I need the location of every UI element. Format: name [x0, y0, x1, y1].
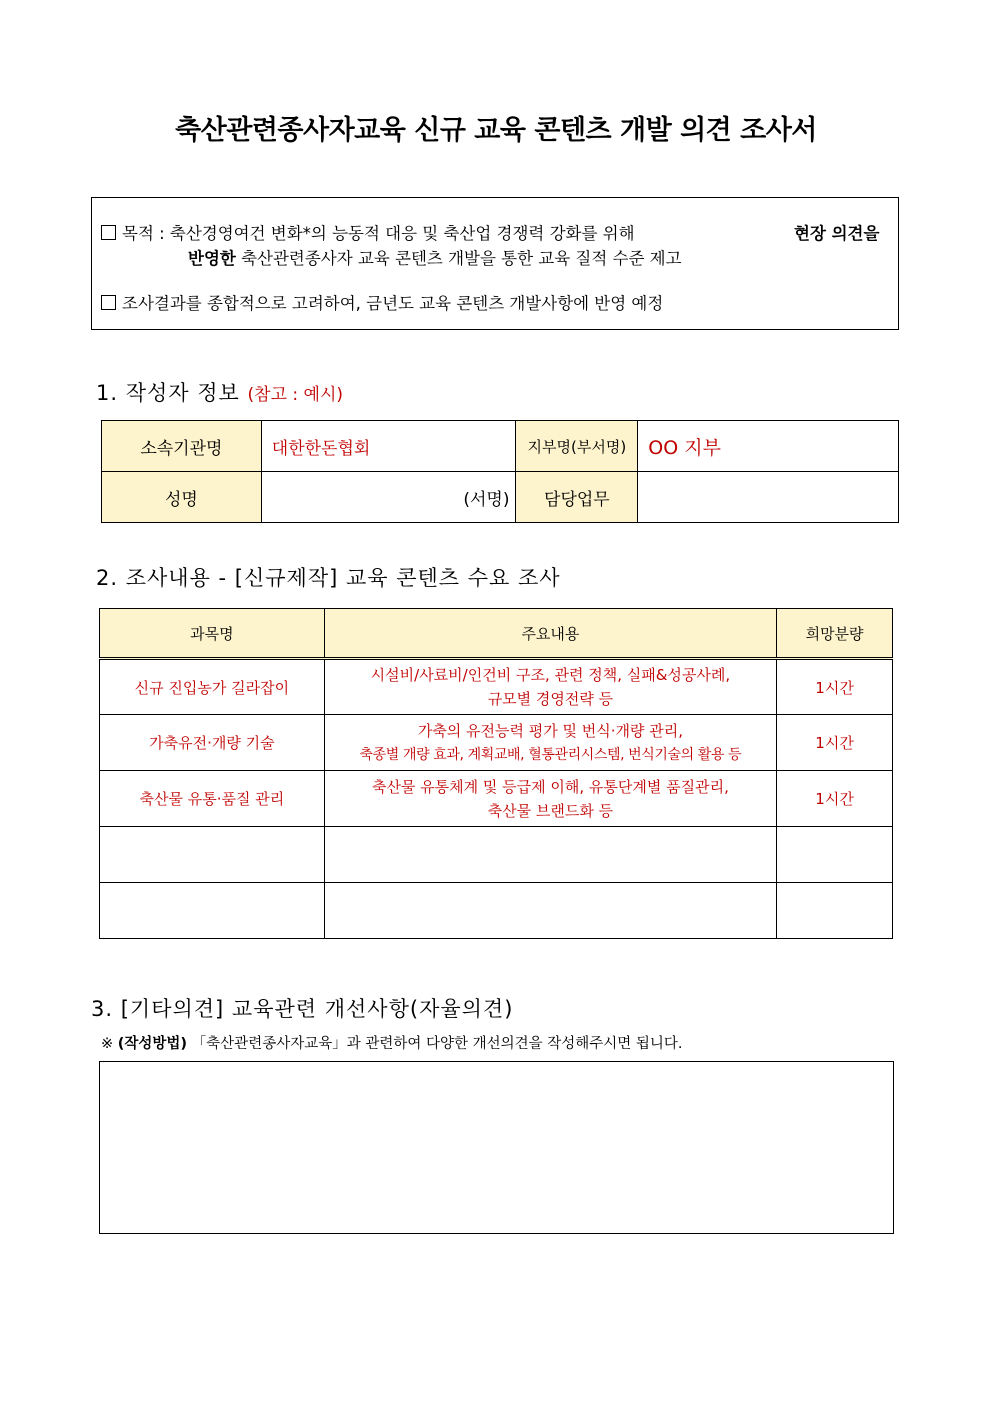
duty-label: 담당업무: [516, 472, 638, 523]
writing-guide-note: [101, 1032, 683, 1053]
branch-field[interactable]: OO 지부: [638, 421, 899, 472]
duty-field[interactable]: [638, 472, 899, 523]
table-row-empty: [100, 883, 893, 939]
table-row: [100, 715, 893, 771]
subject-cell[interactable]: 축산물 유통·품질 관리: [100, 771, 325, 827]
note-text: 「축산관련종사자교육」과 관련하여 다양한 개선의견을 작성해주시면 됩니다.: [191, 1036, 683, 1052]
table-row-empty: [100, 827, 893, 883]
amount-cell[interactable]: 1시간: [777, 715, 893, 771]
opinion-textarea[interactable]: [99, 1061, 894, 1234]
col-header-amount: 희망분량: [777, 609, 893, 659]
page-title: 축산관련종사자교육 신규 교육 콘텐츠 개발 의견 조사서: [175, 115, 817, 146]
purpose-text-2: 축산관련종사자 교육 콘텐츠 개발을 통한 교육 질적 수준 제고: [241, 249, 682, 268]
org-field[interactable]: 대한한돈협회: [261, 421, 516, 472]
col-header-subject: 과목명: [100, 609, 325, 659]
amount-cell[interactable]: 1시간: [777, 659, 893, 715]
purpose-emphasis-2: 반영한: [188, 249, 236, 268]
branch-label: 지부명(부서명): [516, 421, 638, 472]
purpose-line-1: [101, 220, 880, 244]
purpose-line-3: [101, 290, 663, 314]
name-label: 성명: [102, 472, 262, 523]
author-info-table: [101, 420, 899, 523]
section-3-title: 3. [기타의견] 교육관련 개선사항(자율의견): [91, 997, 514, 1021]
amount-cell[interactable]: [777, 827, 893, 883]
signature-label: (서명): [463, 489, 510, 510]
checkbox-square-icon: [101, 295, 116, 310]
name-field[interactable]: [261, 472, 516, 523]
content-cell[interactable]: [324, 827, 776, 883]
content-cell[interactable]: 시설비/사료비/인건비 구조, 관련 정책, 실패&성공사례, 규모별 경영전략 등: [324, 659, 776, 715]
content-cell[interactable]: 축산물 유통체계 및 등급제 이해, 유통단계별 품질관리, 축산물 브랜드화 등: [324, 771, 776, 827]
section-2-title: 2. 조사내용 - [신규제작] 교육 콘텐츠 수요 조사: [96, 566, 561, 590]
subject-cell[interactable]: 신규 진입농가 길라잡이: [100, 659, 325, 715]
subject-cell[interactable]: 가축유전·개량 기술: [100, 715, 325, 771]
purpose-text-3: 조사결과를 종합적으로 고려하여, 금년도 교육 콘텐츠 개발사항에 반영 예정: [122, 294, 664, 313]
table-row: [100, 659, 893, 715]
survey-table: [99, 608, 893, 939]
content-cell[interactable]: [324, 883, 776, 939]
purpose-emphasis: 현장 의견을: [794, 224, 880, 243]
content-cell[interactable]: 가축의 유전능력 평가 및 번식·개량 관리, 축종별 개량 효과, 계획교배, 혈통관리시스템, 번식기술의 활용 등: [324, 715, 776, 771]
table-row: [100, 771, 893, 827]
col-header-content: 주요내용: [324, 609, 776, 659]
reference-mark-icon: ※: [101, 1036, 114, 1052]
checkbox-square-icon: [101, 225, 116, 240]
section-1-note: (참고 : 예시): [247, 385, 344, 405]
purpose-line-2: [188, 245, 682, 269]
org-label: 소속기관명: [102, 421, 262, 472]
amount-cell[interactable]: 1시간: [777, 771, 893, 827]
purpose-text: 목적 : 축산경영여건 변화*의 능동적 대응 및 축산업 경쟁력 강화를 위해: [122, 224, 635, 243]
note-label: (작성방법): [117, 1036, 188, 1052]
purpose-box: [91, 197, 899, 330]
subject-cell[interactable]: [100, 827, 325, 883]
section-1-title: 1. 작성자 정보 (참고 : 예시): [96, 381, 344, 405]
subject-cell[interactable]: [100, 883, 325, 939]
amount-cell[interactable]: [777, 883, 893, 939]
